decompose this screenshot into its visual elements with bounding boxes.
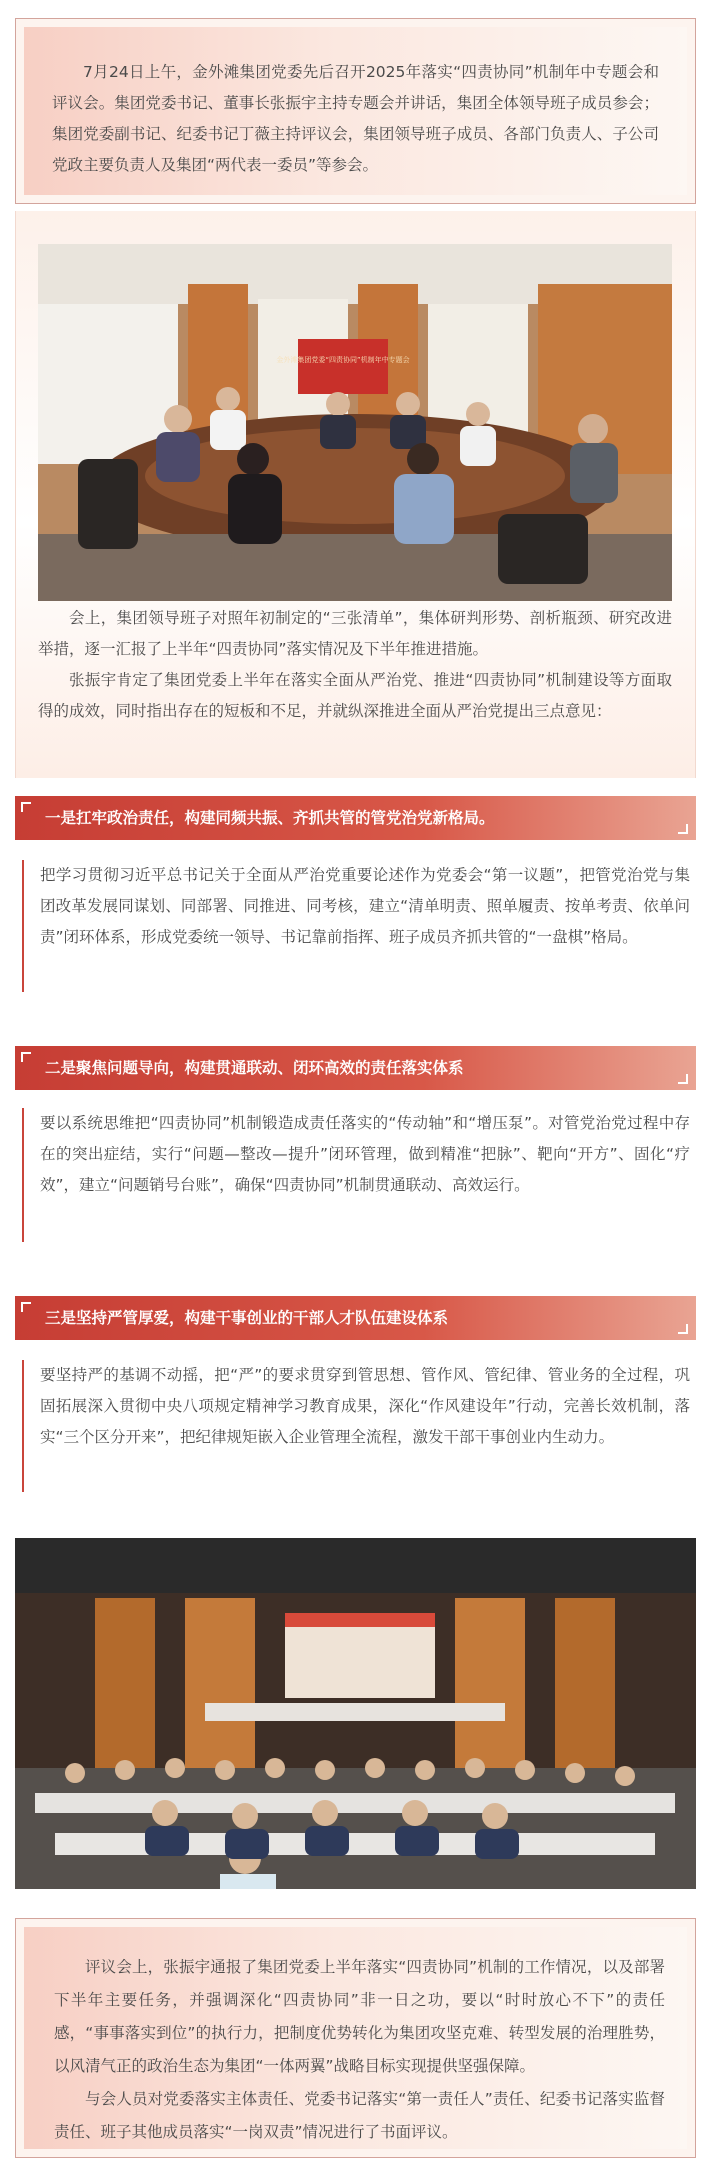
- corner-decoration: [678, 824, 688, 834]
- intro-panel: [15, 18, 696, 204]
- corner-decoration: [21, 802, 31, 812]
- point-1-heading: [15, 796, 696, 840]
- corner-decoration: [21, 1052, 31, 1062]
- screen-text: 金外滩集团党委“四责协同”机制年中专题会: [276, 356, 410, 364]
- corner-decoration: [678, 1074, 688, 1084]
- section1-paragraph-2: 张振宇肯定了集团党委上半年在落实全面从严治党、推进“四责协同”机制建设等方面取得的成效，同时指出存在的短板和不足，并就纵深推进全面从严治党提出三点意见：: [38, 671, 672, 720]
- point-2-heading: [15, 1046, 696, 1090]
- point-1-heading-text: 一是扛牢政治责任，构建同频共振、齐抓共管的管党治党新格局。: [45, 809, 495, 827]
- point-2-text: 要以系统思维把“四责协同”机制锻造成责任落实的“传动轴”和“增压泵”。对管党治党过程中存在的突出症结，实行“问题—整改—提升”闭环管理，做到精准“把脉”、靶向“开方”、固化“疗效”，建立“问题销号台账”，确保“四责协同”机制贯通联动、高效运行。: [40, 1114, 690, 1194]
- outro-paragraph-1: 评议会上，张振宇通报了集团党委上半年落实“四责协同”机制的工作情况，以及部署下半年主要任务，并强调深化“四责协同”非一日之功，要以“时时放心不下”的责任感，“事事落实到位”的执行力，把制度优势转化为集团攻坚克难、转型发展的治理胜势，以风清气正的政治生态为集团“一体两翼”战略目标实现提供坚强保障。: [54, 1958, 665, 2075]
- corner-decoration: [21, 1302, 31, 1312]
- section1-paragraph-1: 会上，集团领导班子对照年初制定的“三张清单”，集体研判形势、剖析瓶颈、研究改进举措，逐一汇报了上半年“四责协同”落实情况及下半年推进措施。: [38, 609, 672, 658]
- point-2-block: [22, 1108, 690, 1242]
- point-3-block: [22, 1360, 690, 1492]
- corner-decoration: [678, 1324, 688, 1334]
- point-1-text: 把学习贯彻习近平总书记关于全面从严治党重要论述作为党委会“第一议题”，把管党治党与集团改革发展同谋划、同部署、同推进、同考核，建立“清单明责、照单履责、按单考责、依单问责”闭环体系，形成党委统一领导、书记靠前指挥、班子成员齐抓共管的“一盘棋”格局。: [40, 866, 690, 946]
- meeting-photo-2: [15, 1538, 696, 1889]
- point-3-heading: [15, 1296, 696, 1340]
- outro-paragraph-2: 与会人员对党委落实主体责任、党委书记落实“第一责任人”责任、纪委书记落实监督责任、班子其他成员落实“一岗双责”情况进行了书面评议。: [54, 2090, 665, 2141]
- point-2-heading-text: 二是聚焦问题导向，构建贯通联动、闭环高效的责任落实体系: [45, 1059, 464, 1077]
- outro-panel: [15, 1918, 696, 2158]
- point-1-block: [22, 860, 690, 992]
- point-3-text: 要坚持严的基调不动摇，把“严”的要求贯穿到管思想、管作风、管纪律、管业务的全过程，巩固拓展深入贯彻中央八项规定精神学习教育成果，深化“作风建设年”行动，完善长效机制，落实“三个区分开来”，把纪律规矩嵌入企业管理全流程，激发干部干事创业内生动力。: [40, 1366, 690, 1446]
- point-3-heading-text: 三是坚持严管厚爱，构建干事创业的干部人才队伍建设体系: [45, 1309, 449, 1327]
- meeting-photo-1: [38, 244, 672, 601]
- meeting-text: [38, 603, 672, 727]
- intro-paragraph: 7月24日上午，金外滩集团党委先后召开2025年落实“四责协同”机制年中专题会和评议会。集团党委书记、董事长张振宇主持专题会并讲话，集团全体领导班子成员参会；集团党委副书记、纪委书记丁薇主持评议会，集团领导班子成员、各部门负责人、子公司党政主要负责人及集团“两代表一委员”等参会。: [52, 63, 659, 174]
